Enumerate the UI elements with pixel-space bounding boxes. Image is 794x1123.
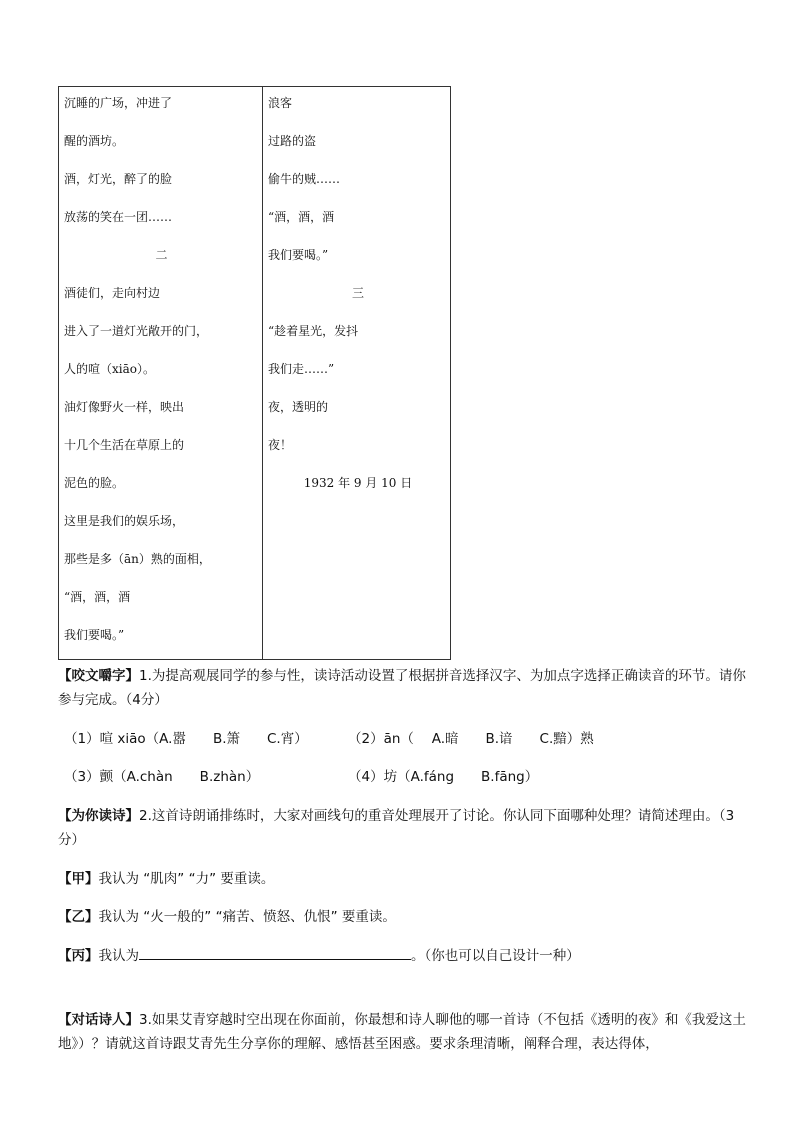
question-3	[58, 1008, 748, 1056]
answer-text: 我认为 “肌肉” “力” 要重读。	[98, 871, 275, 887]
poem-line: 这里是我们的娱乐场，	[64, 514, 185, 528]
section-number: 二	[155, 248, 168, 262]
answer-jia	[58, 869, 274, 889]
poem-line: 浪客	[268, 96, 293, 110]
poem-line: 十几个生活在草原上的	[64, 438, 185, 452]
option-2: （2）ān（ A.暗 B.谙 C.黯）熟	[348, 731, 594, 747]
poem-line: 那些是多（ān）熟的面相，	[64, 552, 211, 566]
question-text: 3.如果艾青穿越时空出现在你面前，你最想和诗人聊他的哪一首诗（不包括《透明的夜》和《我爱这土地》）？请就这首诗跟艾青先生分享你的理解、感悟甚至困惑。要求条理清晰，阐释合理，表达得体，	[58, 1012, 746, 1052]
answer-text: 我认为	[98, 948, 139, 964]
section-number: 三	[351, 286, 364, 300]
poem-line: 油灯像野火一样，映出	[64, 400, 185, 414]
poem-line: 偷牛的贼……	[268, 172, 341, 186]
answer-blank[interactable]	[139, 945, 411, 960]
answer-tag: 【乙】	[58, 909, 99, 925]
answer-bing	[58, 945, 580, 966]
poem-line: 人的喧（xiāo）。	[64, 362, 155, 376]
poem-line: “酒，酒，酒	[64, 590, 131, 604]
answer-tag: 【丙】	[58, 948, 99, 964]
option-3: （3）颤（A.chàn B.zhàn）	[64, 769, 260, 785]
question-text: 1.为提高观展同学的参与性，读诗活动设置了根据拼音选择汉字、为加点字选择正确读音的环节。请你参与完成。（4分）	[58, 668, 746, 708]
poem-line: “酒，酒，酒	[268, 210, 335, 224]
poem-line: 放荡的笑在一团……	[64, 210, 173, 224]
poem-line: 泥色的脸。	[64, 476, 125, 490]
question-tag: 【为你读诗】	[58, 808, 139, 824]
poem-line: 过路的盗	[268, 134, 317, 148]
poem-line: “趁着星光，发抖	[268, 324, 359, 338]
question-2	[58, 804, 748, 852]
poem-line: 我们走……”	[268, 362, 335, 376]
poem-line: 我们要喝。”	[64, 628, 125, 642]
question-tag: 【咬文嚼字】	[58, 668, 139, 684]
answer-text: 我认为 “火一般的” “痛苦、愤怒、仇恨” 要重读。	[98, 909, 396, 925]
option-4: （4）坊（A.fáng B.fāng）	[348, 769, 539, 785]
answer-text: 。（你也可以自己设计一种）	[411, 948, 580, 964]
question-text: 2.这首诗朗诵排练时，大家对画线句的重音处理展开了讨论。你认同下面哪种处理？请简述理由。（3分）	[58, 808, 735, 848]
question-tag: 【对话诗人】	[58, 1012, 139, 1028]
answer-yi	[58, 907, 396, 927]
poem-line: 酒徒们，走向村边	[64, 286, 161, 300]
option-1: （1）喧 xiāo（A.嚣 B.箫 C.宵）	[64, 731, 308, 747]
poem-line: 酒，灯光，醉了的脸	[64, 172, 173, 186]
answer-tag: 【甲】	[58, 871, 99, 887]
question-1	[58, 664, 748, 712]
poem-line: 夜，透明的	[268, 400, 329, 414]
poem-line: 醒的酒坊。	[64, 134, 125, 148]
poem-date: 1932 年 9 月 10 日	[303, 476, 413, 490]
poem-line: 沉睡的广场，冲进了	[64, 96, 173, 110]
poem-line: 我们要喝。”	[268, 248, 329, 262]
poem-line: 进入了一道灯光敞开的门，	[64, 324, 209, 338]
poem-table	[58, 86, 451, 660]
table-divider	[262, 87, 263, 659]
poem-line: 夜！	[268, 438, 293, 452]
